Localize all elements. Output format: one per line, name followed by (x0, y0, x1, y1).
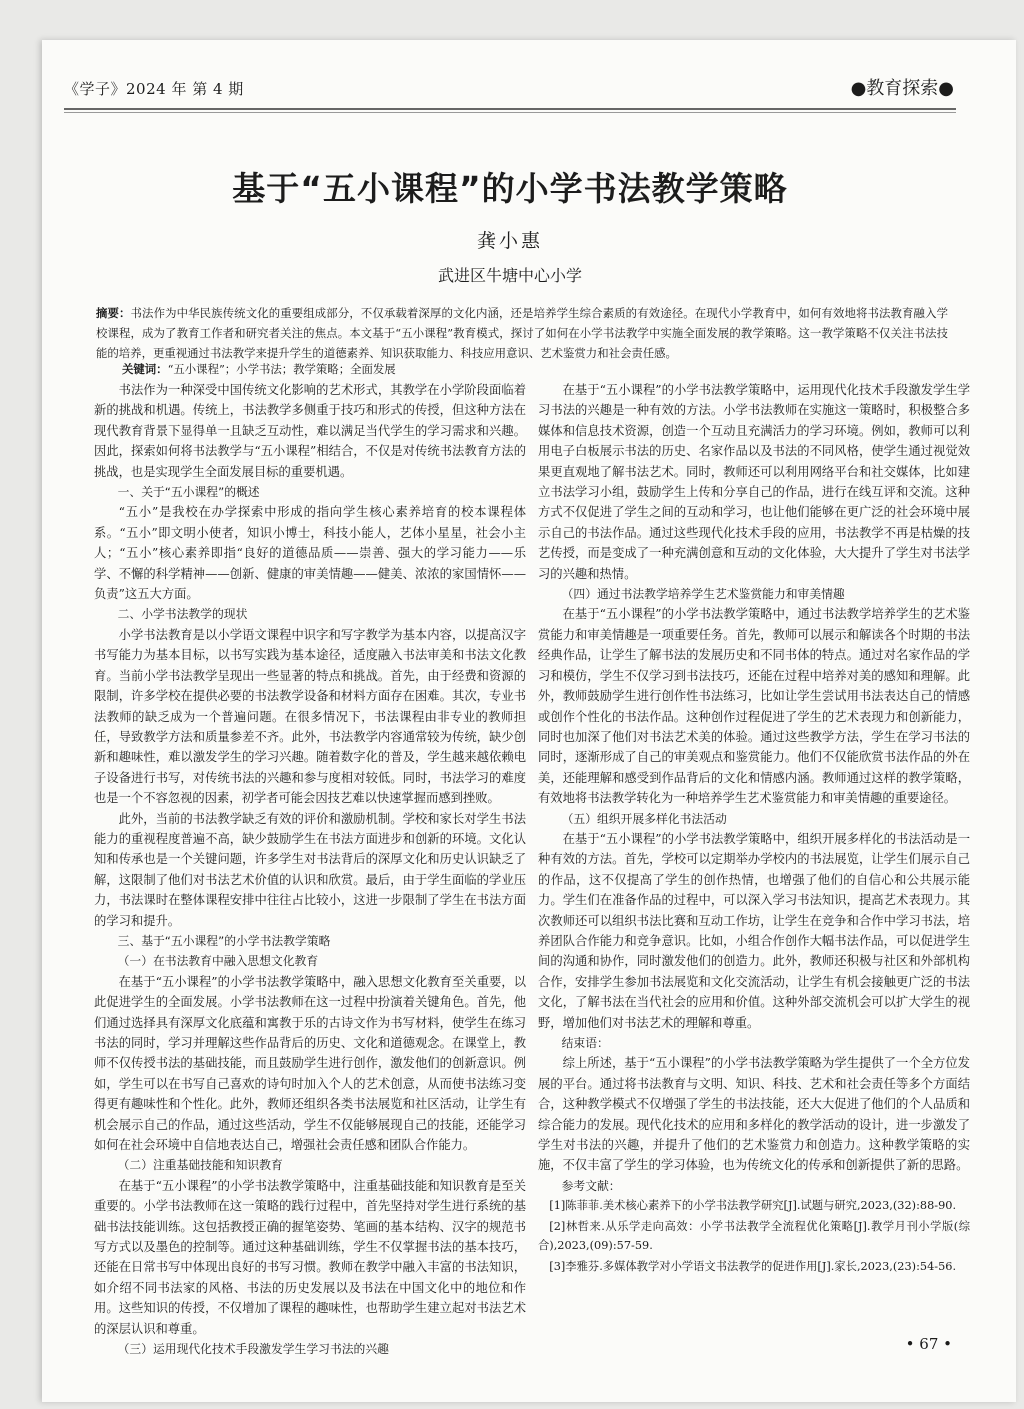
section-heading: 二、小学书法教学的现状 (117, 607, 248, 622)
header-rule (64, 108, 956, 110)
keywords-text: “五小课程”；小学书法；教学策略；全面发展 (167, 362, 396, 376)
body-paragraph: 在基于“五小课程”的小学书法教学策略中，注重基础技能和知识教育是至关重要的。小学书法教师在这一策略的践行过程中，首先坚持对学生进行系统的基础书法技能训练。这包括教授正确的握笔姿势、笔画的基本结构、汉字的规范书写方式以及墨色的控制等。通过这种基础训练，学生不仅掌握书法的基本技巧，还能在日常书写中体现出良好的书写习惯。教师在教学中融入丰富的书法知识，如介绍不同书法家的风格、书法的历史发展以及书法在中国文化中的地位和作用。这些知识的传授，不仅增加了课程的趣味性，也帮助学生建立起对书法艺术的深层认识和尊重。 (94, 1178, 526, 1336)
abstract (96, 303, 948, 363)
reference-entry: [1]陈菲菲.美术核心素养下的小学书法教学研究[J].试题与研究,2023,(32):88-90. (549, 1199, 957, 1213)
keywords-label: 关键词： (122, 362, 168, 376)
journal-issue: 《学子》2024 年 第 4 期 (64, 80, 244, 98)
author-affiliation: 武进区牛塘中心小学 (437, 266, 582, 285)
right-column (538, 380, 970, 1278)
section-heading: （四）通过书法教学培养学生艺术鉴赏能力和审美情趣 (561, 587, 845, 602)
left-column (94, 380, 526, 1360)
section-heading: 参考文献： (561, 1178, 621, 1193)
body-paragraph: 此外，当前的书法教学缺乏有效的评价和激励机制。学校和家长对学生书法能力的重视程度普遍不高，缺少鼓励学生在书法方面进步和创新的环境。文化认知和传承也是一个关键问题，许多学生对书法背后的深厚文化和历史认识缺乏了解，这限制了他们对书法艺术价值的认识和欣赏。最后，由于学生面临的学业压力，书法课时在整体课程安排中往往占比较小，这进一步限制了学生在书法方面的学习和提升。 (94, 811, 526, 928)
header-rule-thin (64, 112, 956, 113)
reference-entry: [3]李雅芬.多媒体教学对小学语文书法教学的促进作用[J].家长,2023,(23):54-56. (549, 1260, 957, 1274)
section-heading: （三）运用现代化技术手段激发学生学习书法的兴趣 (117, 1342, 389, 1357)
page-number: • 67 • (905, 1335, 952, 1353)
section-heading: （五）组织开展多样化书法活动 (561, 811, 727, 826)
section-heading: 一、关于“五小课程”的概述 (117, 485, 260, 500)
section-heading: （一）在书法教育中融入思想文化教育 (117, 954, 319, 969)
body-paragraph: 在基于“五小课程”的小学书法教学策略中，运用现代化技术手段激发学生学习书法的兴趣是一种有效的方法。小学书法教师在实施这一策略时，积极整合多媒体和信息技术资源，创造一个互动且充满活力的学习环境。例如，教师可以利用电子白板展示书法的历史、名家作品以及书法的不同风格，使学生通过视觉效果更直观地了解书法艺术。同时，教师还可以利用网络平台和社交媒体，比如建立书法学习小组，鼓励学生上传和分享自己的作品，进行在线互评和交流。这种方式不仅促进了学生之间的互动和学习，也让他们能够在更广泛的社会环境中展示自己的书法作品。通过这些现代化技术手段的应用，书法教学不再是枯燥的技艺传授，而是变成了一种充满创意和互动的文化体验，大大提升了学生对书法学习的兴趣和热情。 (538, 383, 970, 581)
author-name: 龚小惠 (476, 230, 543, 252)
section-heading: 结束语： (561, 1036, 609, 1050)
body-paragraph: “五小”是我校在办学探索中形成的指向学生核心素养培育的校本课程体系。“五小”即文明小使者，知识小博士，科技小能人，艺体小星星，社会小主人；“五小”核心素养即指“良好的道德品质——崇善、强大的学习能力——乐学、不懈的科学精神——创新、健康的审美情趣——健美、浓浓的家国情怀——负责”这五大方面。 (94, 505, 526, 602)
body-paragraph: 小学书法教育是以小学语文课程中识字和写字教学为基本内容，以提高汉字书写能力为基本目标，以书写实践为基本途径，适度融入书法审美和书法文化教育。当前小学书法教学呈现出一些显著的特点和挑战。首先，由于经费和资源的限制，许多学校在提供必要的书法教学设备和材料方面存在困难。其次，专业书法教师的缺乏成为一个普遍问题。在很多情况下，书法课程由非专业的教师担任，导致教学方法和质量参差不齐。此外，书法教学内容通常较为传统，缺少创新和趣味性，难以激发学生的学习兴趣。随着数字化的普及，学生越来越依赖电子设备进行书写，对传统书法的兴趣和参与度相对较低。同时，书法学习的难度也是一个不容忽视的因素，初学者可能会因技艺难以快速掌握而感到挫败。 (94, 627, 526, 806)
body-paragraph: 在基于“五小课程”的小学书法教学策略中，融入思想文化教育至关重要，以此促进学生的全面发展。小学书法教师在这一过程中扮演着关键角色。首先，他们通过选择具有深厚文化底蕴和寓教于乐的古诗文作为书写材料，使学生在练习书法的同时，学习并理解这些作品背后的历史、文化和道德观念。在课堂上，教师不仅传授书法的基础技能，而且鼓励学生进行创作，激发他们的创新意识。例如，学生可以在书写自己喜欢的诗句时加入个人的艺术创意，从而使书法练习变得更有趣味性和个性化。此外，教师还组织各类书法展览和社区活动，让学生有机会展示自己的作品，通过这些活动，学生不仅能够展现自己的技能，还能学习如何在社会环境中自信地表达自己，增强社会责任感和团队合作能力。 (94, 974, 526, 1153)
body-paragraph: 在基于“五小课程”的小学书法教学策略中，组织开展多样化的书法活动是一种有效的方法。首先，学校可以定期举办学校内的书法展览，让学生们展示自己的作品，这不仅提高了学生的创作热情，也增强了他们的自信心和公共展示能力。学生们在准备作品的过程中，可以深入学习书法知识，提高艺术表现力。其次教师还可以组织书法比赛和互动工作坊，让学生在竞争和合作中学习书法，培养团队合作能力和竞争意识。比如，小组合作创作大幅书法作品，可以促进学生间的沟通和协作，同时激发他们的创造力。此外，教师还积极与社区和外部机构合作，安排学生参加书法展览和文化交流活动，让学生有机会接触更广泛的书法文化，了解书法在当代社会的应用和价值。这种外部交流机会可以扩大学生的视野，增加他们对书法艺术的理解和尊重。 (538, 831, 970, 1030)
reference-entry: [2]林哲来.从乐学走向高效：小学书法教学全流程优化策略[J].教学月刊小学版(综合),2023,(09):57-59. (538, 1220, 970, 1253)
body-paragraph: 在基于“五小课程”的小学书法教学策略中，通过书法教学培养学生的艺术鉴赏能力和审美情趣是一项重要任务。首先，教师可以展示和解读各个时期的书法经典作品，让学生了解书法的发展历史和不同书体的特点。通过对名家作品的学习和模仿，学生不仅学习到书法技巧，还能在过程中培养对美的感知和理解。此外，教师鼓励学生进行创作性书法练习，比如让学生尝试用书法表达自己的情感或创作个性化的书法作品。这种创作过程促进了学生的艺术表现力和创新能力，同时也加深了他们对书法艺术美的体验。通过这些教学方法，学生在学习书法的同时，逐渐形成了自己的审美观点和鉴赏能力。他们不仅能欣赏书法作品的外在美，还能理解和感受到作品背后的文化和情感内涵。教师通过这样的教学策略，有效地将书法教学转化为一种培养学生艺术鉴赏能力和审美情趣的重要途径。 (538, 607, 970, 806)
article-title: 基于“五小课程”的小学书法教学策略 (232, 169, 788, 208)
body-paragraph: 综上所述，基于“五小课程”的小学书法教学策略为学生提供了一个全方位发展的平台。通过将书法教育与文明、知识、科技、艺术和社会责任等多个方面结合，这种教学模式不仅增强了学生的书法技能，还大大促进了他们的个人品质和综合能力的发展。现代化技术的应用和多样化的教学活动的设计，进一步激发了学生对书法的兴趣，并提升了他们的艺术鉴赏力和创造力。这种教学策略的实施，不仅丰富了学生的学习体验，也为传统文化的传承和创新提供了新的思路。 (538, 1056, 970, 1173)
abstract-text: 书法作为中华民族传统文化的重要组成部分，不仅承载着深厚的文化内涵，还是培养学生综合素质的有效途径。在现代小学教育中，如何有效地将书法教育融入学校课程，成为了教育工作者和研究者关注的焦点。本文基于“五小课程”教育模式，探讨了如何在小学书法教学中实施全面发展的教学策略。这一教学策略不仅关注书法技能的培养，更重视通过书法教学来提升学生的道德素养、知识获取能力、科技应用意识、艺术鉴赏力和社会责任感。 (96, 306, 948, 360)
section-tag: ●教育探索● (850, 78, 954, 99)
section-heading: （二）注重基础技能和知识教育 (117, 1158, 283, 1173)
body-paragraph: 书法作为一种深受中国传统文化影响的艺术形式，其教学在小学阶段面临着新的挑战和机遇。传统上，书法教学多侧重于技巧和形式的传授，但这种方法在现代教育背景下显得单一且缺乏互动性，难以满足当代学生的学习需求和兴趣。因此，探索如何将书法教学与“五小课程”相结合，不仅是对传统书法教育方法的挑战，也是实现学生全面发展目标的重要机遇。 (94, 383, 526, 479)
section-heading: 三、基于“五小课程”的小学书法教学策略 (117, 933, 331, 948)
running-header (64, 74, 954, 104)
abstract-label: 摘要： (96, 306, 131, 320)
keywords (122, 359, 948, 379)
